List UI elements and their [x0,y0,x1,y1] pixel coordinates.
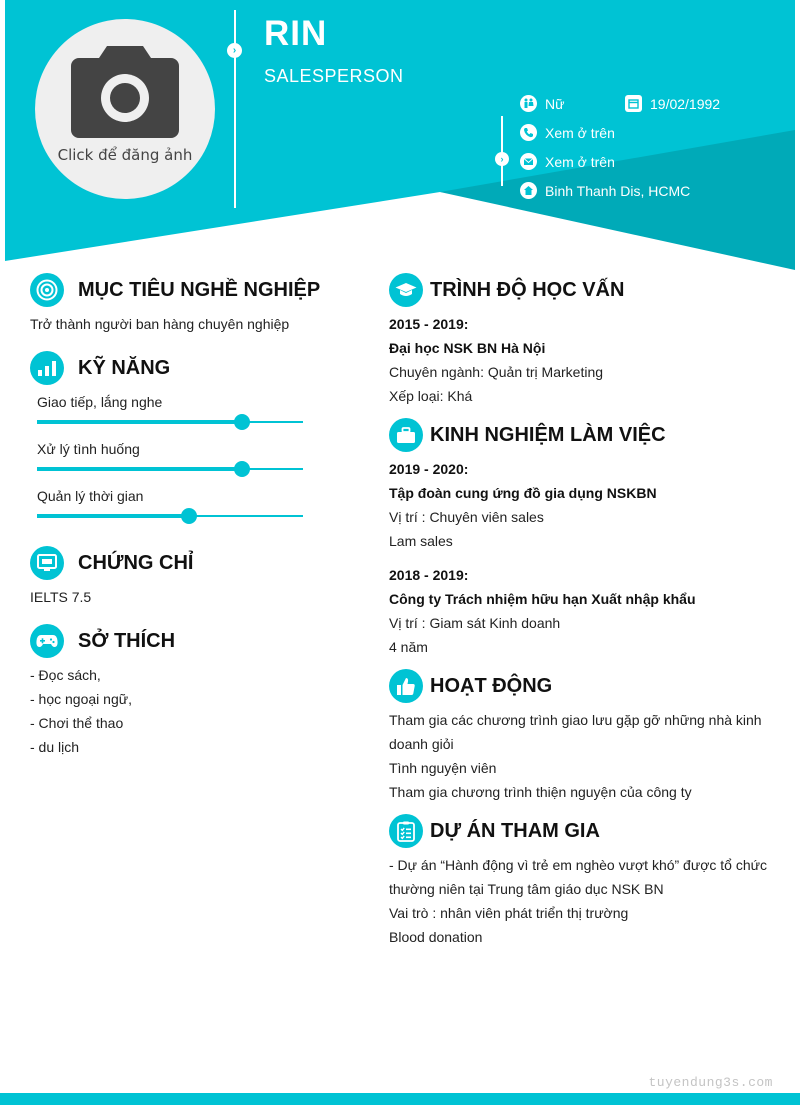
gender-value: Nữ [545,95,565,112]
skill-fill [37,420,242,424]
skill-name[interactable]: Giao tiếp, lắng nghe [37,394,163,410]
photo-upload-label: Click để đăng ảnh [57,146,193,164]
skill-slider-handle[interactable] [181,508,197,524]
education-major[interactable]: Chuyên ngành: Quản trị Marketing [389,364,604,380]
project-line[interactable]: - Dự án “Hành động vì trẻ em nghèo vượt khó” được tổ chức [389,857,768,873]
skill-slider-handle[interactable] [234,461,250,477]
job-period[interactable]: 2018 - 2019: [389,567,469,583]
birthday-value: 19/02/1992 [650,95,721,112]
hobby-item[interactable]: - du lịch [30,739,80,755]
objective-title: MỤC TIÊU NGHỀ NGHIỆP [78,278,321,301]
education-school[interactable]: Đại học NSK BN Hà Nội [389,340,546,356]
skill-bar [37,421,303,423]
bar-chart-icon [30,351,64,385]
target-icon [30,273,64,307]
chevron-right-icon: › [495,152,509,166]
skills-title: KỸ NĂNG [78,356,171,379]
contact-email[interactable] [520,153,615,170]
home-icon [520,182,537,199]
skill-bar [37,515,303,517]
contact-birthday[interactable] [625,95,720,112]
thumbs-up-icon [389,669,423,703]
address-value: Binh Thanh Dis, HCMC [545,182,691,199]
projects-title: DỰ ÁN THAM GIA [430,819,600,842]
job-company[interactable]: Công ty Trách nhiệm hữu hạn Xuất nhập khẩu [389,591,696,607]
watermark: tuyendung3s.com [648,1075,773,1090]
activities-header [389,669,552,703]
email-icon [520,153,537,170]
activities-title: HOẠT ĐỘNG [430,674,553,697]
gamepad-icon [30,624,64,658]
profile-photo-upload[interactable] [35,19,215,199]
education-title: TRÌNH ĐỘ HỌC VẤN [430,278,625,301]
activity-line[interactable]: Tham gia chương trình thiện nguyện của công ty [389,784,692,800]
contact-phone[interactable] [520,124,615,141]
skill-slider-handle[interactable] [234,414,250,430]
objective-header [30,273,320,307]
skill-fill [37,467,242,471]
candidate-name[interactable]: RIN [264,14,328,53]
activity-line[interactable]: doanh giỏi [389,736,454,752]
experience-header [389,418,666,452]
calendar-icon [625,95,642,112]
certificates-header [30,546,193,580]
job-detail[interactable]: Lam sales [389,533,453,549]
education-period[interactable]: 2015 - 2019: [389,316,469,332]
experience-title: KINH NGHIỆM LÀM VIỆC [430,423,666,446]
skill-name[interactable]: Quản lý thời gian [37,488,144,504]
header-divider [234,10,236,208]
project-line[interactable]: thường niên tại Trung tâm giáo dục NSK BN [389,881,664,897]
job-role[interactable]: Vị trí : Chuyên viên sales [389,509,544,525]
projects-header [389,814,600,848]
job-role[interactable]: Vị trí : Giam sát Kinh doanh [389,615,561,631]
checklist-icon [389,814,423,848]
activity-line[interactable]: Tình nguyện viên [389,760,497,776]
job-company[interactable]: Tập đoàn cung ứng đồ gia dụng NSKBN [389,485,657,501]
email-value: Xem ở trên [545,153,615,170]
job-period[interactable]: 2019 - 2020: [389,461,469,477]
hobbies-title: SỞ THÍCH [78,629,176,652]
hobby-item[interactable]: - Chơi thể thao [30,715,124,731]
certificate-item[interactable]: IELTS 7.5 [30,589,92,605]
skill-bar [37,468,303,470]
camera-icon [71,46,179,138]
education-header [389,273,624,307]
certificates-title: CHỨNG CHỈ [78,551,194,574]
project-line[interactable]: Blood donation [389,929,483,945]
phone-icon [520,124,537,141]
education-grade[interactable]: Xếp loại: Khá [389,388,473,404]
activity-line[interactable]: Tham gia các chương trình giao lưu gặp gỡ những nhà kinh [389,712,762,728]
skills-header [30,351,170,385]
candidate-position[interactable]: SALESPERSON [264,66,404,86]
certificate-icon [30,546,64,580]
footer-bar [0,1093,800,1105]
graduation-cap-icon [389,273,423,307]
contact-gender[interactable] [520,95,564,112]
contact-address[interactable] [520,182,690,199]
skill-fill [37,514,189,518]
gender-icon [520,95,537,112]
hobby-item[interactable]: - Đọc sách, [30,667,101,683]
briefcase-icon [389,418,423,452]
contact-divider [501,116,503,186]
objective-text[interactable]: Trở thành người ban hàng chuyên nghiệp [30,316,290,332]
job-detail[interactable]: 4 năm [389,639,428,655]
hobby-item[interactable]: - học ngoại ngữ, [30,691,132,707]
skill-name[interactable]: Xử lý tình huống [37,441,140,457]
phone-value: Xem ở trên [545,124,615,141]
project-line[interactable]: Vai trò : nhân viên phát triển thị trường [389,905,629,921]
hobbies-header [30,624,175,658]
chevron-right-icon: › [227,43,242,58]
